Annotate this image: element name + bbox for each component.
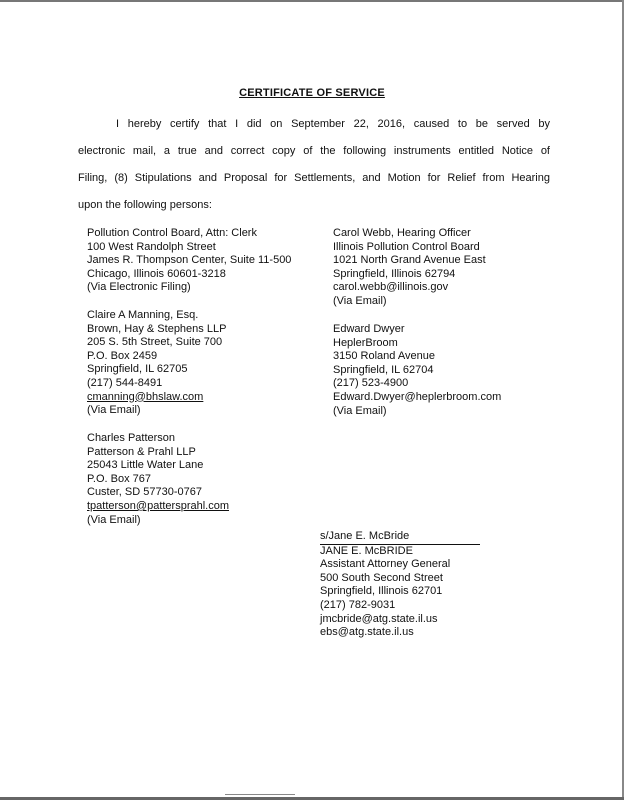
signer-email-2: ebs@atg.state.il.us (320, 626, 414, 639)
recipient-line: Chicago, Illinois 60601-3218 (87, 267, 226, 280)
signer-street: 500 South Second Street (320, 571, 443, 584)
recipient-line: Springfield, IL 62705 (87, 363, 188, 376)
signer-title: Assistant Attorney General (320, 558, 451, 571)
signer-city: Springfield, Illinois 62701 (320, 585, 443, 598)
recipient-line: HeplerBroom (333, 336, 398, 349)
email-link[interactable]: cmanning@bhslaw.com (87, 390, 204, 403)
recipient-line: Edward.Dwyer@heplerbroom.com (333, 390, 502, 403)
body-line-4: upon the following persons: (78, 199, 212, 211)
page-title: CERTIFICATE OF SERVICE (239, 87, 385, 99)
recipient-line: Edward Dwyer (333, 323, 405, 335)
recipient-line: 100 West Randolph Street (87, 240, 216, 253)
recipient-line: (217) 523-4900 (333, 377, 409, 390)
signature-block (320, 530, 480, 640)
signer-email-1: jmcbride@atg.state.il.us (320, 612, 438, 625)
signature-line: s/Jane E. McBride (320, 530, 480, 545)
recipient-line: James R. Thompson Center, Suite 11-500 (87, 254, 292, 267)
email-link[interactable]: tpatterson@pattersprahl.com (87, 499, 230, 512)
recipient-line: carol.webb@illinois.gov (333, 281, 449, 294)
recipient-line: Patterson & Prahl LLP (87, 445, 196, 458)
recipient-line: P.O. Box 2459 (87, 349, 158, 362)
recipient-line: 25043 Little Water Lane (87, 459, 204, 472)
recipient-line: (Via Email) (333, 404, 387, 417)
recipient-line: 3150 Roland Avenue (333, 350, 435, 363)
recipient-block (87, 309, 226, 418)
recipient-line: (Via Email) (333, 294, 387, 307)
recipient-line: Illinois Pollution Control Board (333, 240, 480, 253)
scan-top-edge (0, 0, 624, 2)
recipient-line: P.O. Box 767 (87, 472, 152, 485)
recipient-line: (Via Electronic Filing) (87, 281, 191, 294)
recipient-line: 1021 North Grand Avenue East (333, 254, 486, 267)
body-line-2: electronic mail, a true and correct copy of the following instruments entitled Notice of (78, 145, 550, 157)
recipient-block (87, 227, 291, 295)
recipient-line: 205 S. 5th Street, Suite 700 (87, 336, 223, 349)
recipient-block (333, 227, 486, 309)
recipient-block (333, 323, 501, 418)
recipient-line: Springfield, Illinois 62794 (333, 267, 456, 280)
recipient-line: Claire A Manning, Esq. (87, 309, 199, 321)
recipient-line: (Via Email) (87, 513, 141, 526)
recipient-line: Carol Webb, Hearing Officer (333, 227, 471, 239)
recipient-line: (Via Email) (87, 404, 141, 417)
recipient-line: Pollution Control Board, Attn: Clerk (87, 227, 257, 239)
recipient-line: Brown, Hay & Stephens LLP (87, 322, 227, 335)
body-line-3: Filing, (8) Stipulations and Proposal for Settlements, and Motion for Relief from Hearing (78, 172, 550, 184)
recipient-line: Springfield, IL 62704 (333, 363, 434, 376)
signer-phone: (217) 782-9031 (320, 598, 396, 611)
signer-name: JANE E. McBRIDE (320, 544, 413, 557)
recipient-block (87, 432, 229, 527)
recipient-line: Custer, SD 57730-0767 (87, 486, 202, 499)
recipient-line: Charles Patterson (87, 432, 176, 444)
scan-speck (225, 794, 295, 795)
body-line-1: I hereby certify that I did on September 22, 2016, caused to be served by (116, 118, 550, 130)
recipient-line: (217) 544-8491 (87, 376, 163, 389)
